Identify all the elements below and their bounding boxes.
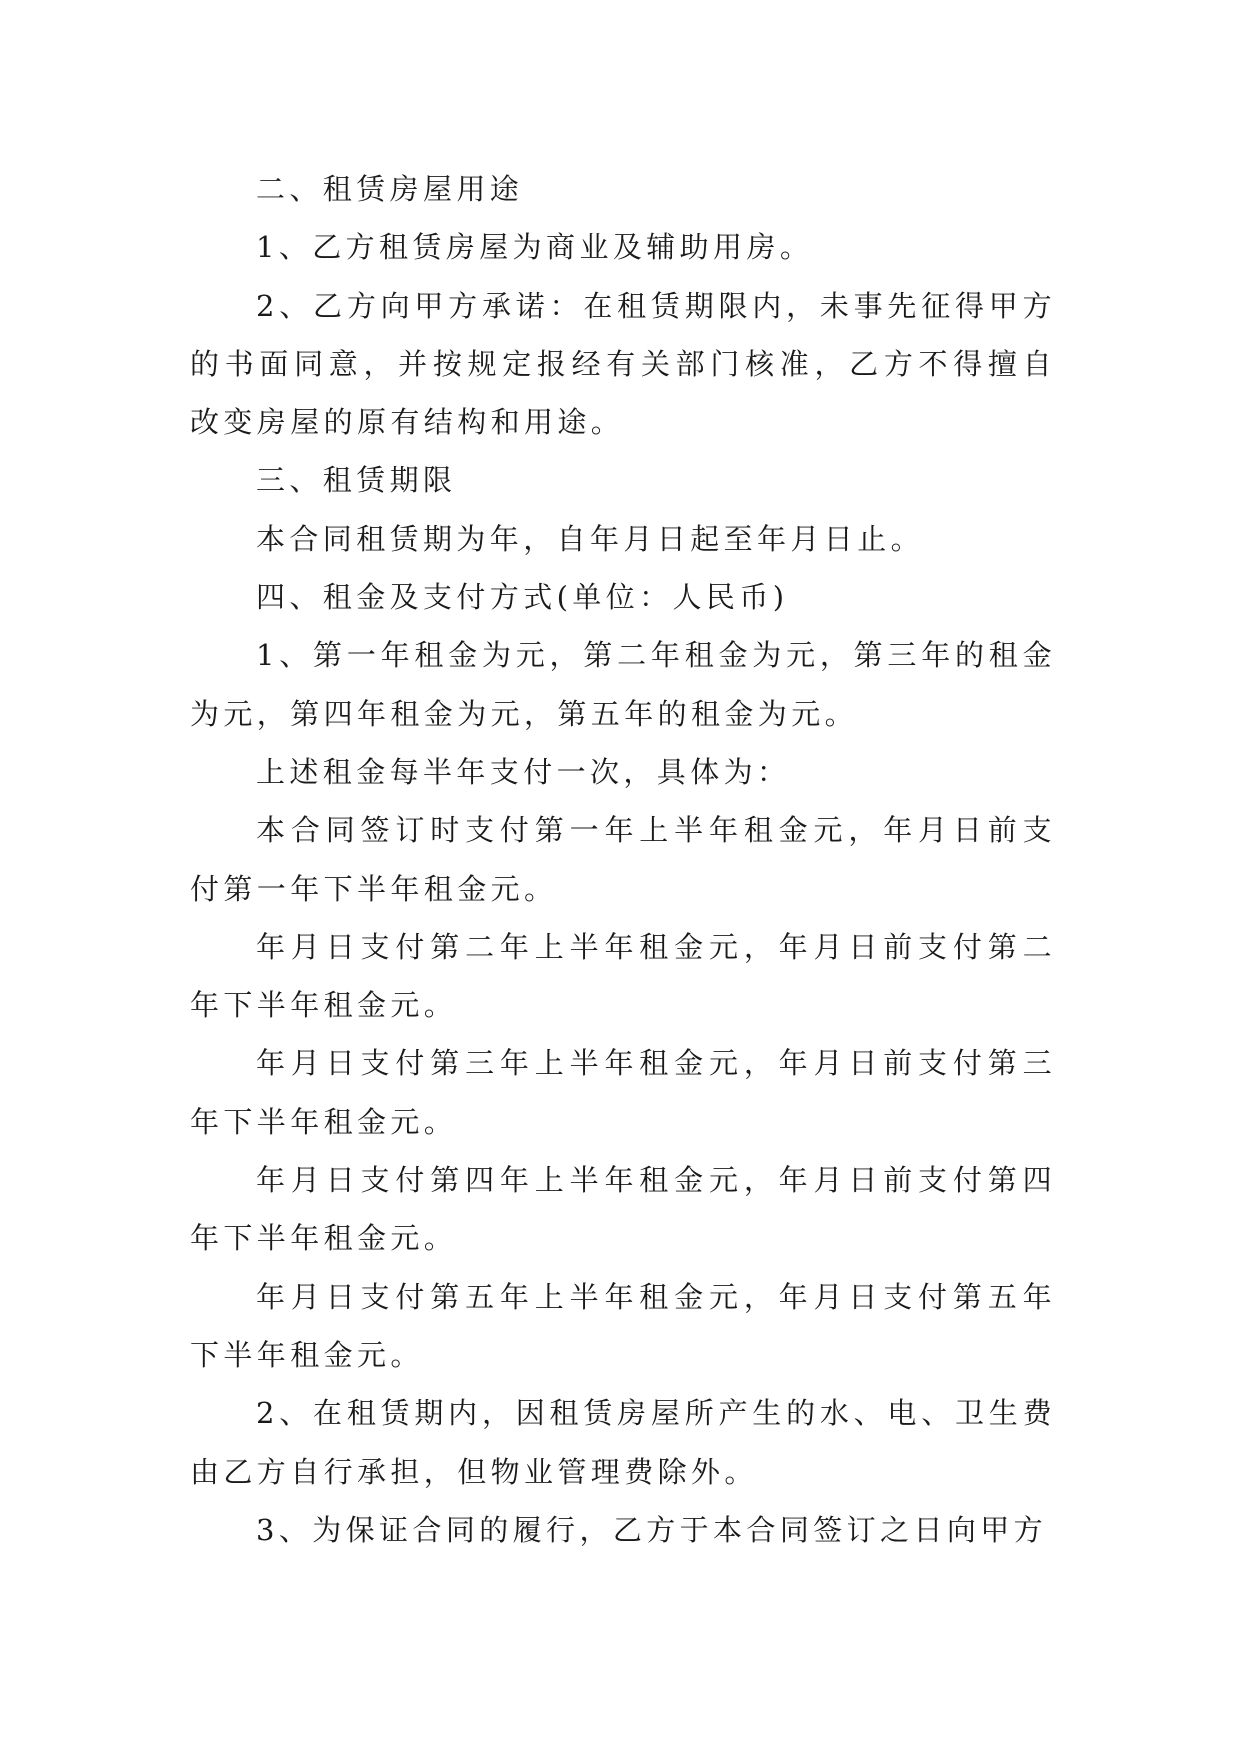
- clause-rent-schedule-intro: 上述租金每半年支付一次，具体为：: [256, 754, 791, 789]
- document-body: [190, 160, 1056, 1559]
- clause-rent-3: 3、为保证合同的履行，乙方于本合同签订之日向甲方: [256, 1512, 1048, 1547]
- clause-rent-schedule-year4: 年月日支付第四年上半年租金元，年月日前支付第四年下半年租金元。: [190, 1163, 1056, 1256]
- clause-rent-schedule-year5: 年月日支付第五年上半年租金元，年月日支付第五年下半年租金元。: [190, 1279, 1056, 1372]
- clause-rent-schedule-year1: 本合同签订时支付第一年上半年租金元，年月日前支付第一年下半年租金元。: [190, 813, 1056, 906]
- section-heading-rent: 四、租金及支付方式(单位：人民币): [256, 580, 789, 615]
- clause-rent-1: 1、第一年租金为元，第二年租金为元，第三年的租金为元，第四年租金为元，第五年的租金为元。: [190, 638, 1056, 731]
- section-heading-usage: 二、租赁房屋用途: [256, 172, 524, 206]
- clause-rent-2: 2、在租赁期内，因租赁房屋所产生的水、电、卫生费由乙方自行承担，但物业管理费除外。: [190, 1396, 1056, 1489]
- clause-usage-2: 2、乙方向甲方承诺：在租赁期限内，未事先征得甲方的书面同意，并按规定报经有关部门核准，乙方不得擅自改变房屋的原有结构和用途。: [190, 288, 1056, 440]
- clause-usage-1: 1、乙方租赁房屋为商业及辅助用房。: [256, 230, 814, 265]
- clause-rent-schedule-year2: 年月日支付第二年上半年租金元，年月日前支付第二年下半年租金元。: [190, 929, 1056, 1023]
- section-heading-term: 三、租赁期限: [256, 463, 457, 498]
- clause-term: 本合同租赁期为年，自年月日起至年月日止。: [256, 521, 925, 556]
- clause-rent-schedule-year3: 年月日支付第三年上半年租金元，年月日前支付第三年下半年租金元。: [190, 1046, 1056, 1139]
